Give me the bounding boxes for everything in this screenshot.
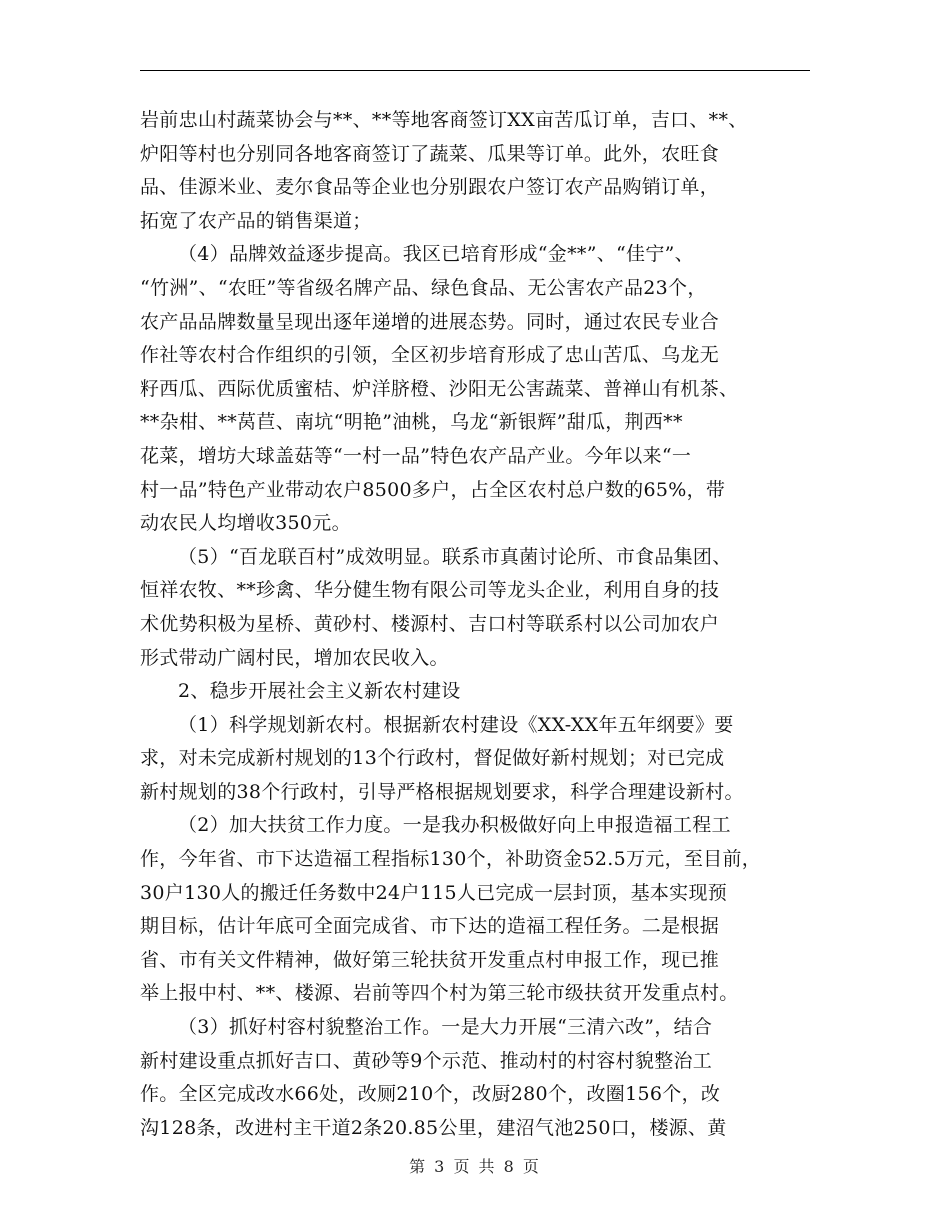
text-line: 期目标，估计年底可全面完成省、市下达的造福工程任务。二是根据 <box>140 915 720 938</box>
section-heading-new-village: 2、稳步开展社会主义新农村建设 <box>178 680 461 703</box>
text-line: 农产品品牌数量呈现出逐年递增的进展态势。同时，通过农民专业合 <box>140 310 720 333</box>
text-line: 术优势积极为星桥、黄砂村、楼源村、吉口村等联系村以公司加农户 <box>140 612 720 635</box>
text-line: 动农民人均增收350元。 <box>140 512 351 535</box>
text-line: 举上报中村、**、楼源、岩前等四个村为第三轮市级扶贫开发重点村。 <box>140 982 739 1005</box>
text-line: **杂柑、**莴苣、南坑“明艳”油桃，乌龙“新银辉”甜瓜，荆西** <box>140 411 683 434</box>
text-line: 新村规划的38个行政村，引导严格根据规划要求，科学合理建设新村。 <box>140 780 744 803</box>
text-line: 岩前忠山村蔬菜协会与**、**等地客商签订XX亩苦瓜订单，吉口、**、 <box>140 109 748 131</box>
text-line: 籽西瓜、西际优质蜜桔、炉洋脐橙、沙阳无公害蔬菜、普禅山有机茶、 <box>140 377 739 400</box>
text-line: 作社等农村合作组织的引领，全区初步培育形成了忠山苦瓜、乌龙无 <box>140 344 720 367</box>
header-divider <box>140 70 810 71</box>
paragraph-heading-poverty: （2）加大扶贫工作力度。一是我办积极做好向上申报造福工程工 <box>178 814 731 837</box>
text-line: 花菜，增坊大球盖菇等“一村一品”特色农产品产业。今年以来“一 <box>140 444 692 467</box>
document-body <box>140 104 812 1145</box>
paragraph-heading-bailong: （5）“百龙联百村”成效明显。联系市真菌讨论所、市食品集团、 <box>178 545 732 568</box>
text-line: 品、佳源米业、麦尔食品等企业也分别跟农户签订农产品购销订单， <box>140 176 720 199</box>
text-line: 恒祥农牧、**珍禽、华分健生物有限公司等龙头企业，利用自身的技 <box>140 579 720 602</box>
text-line: 村一品”特色产业带动农户8500多户，占全区农村总户数的65%，带 <box>140 478 726 501</box>
text-line: 作。全区完成改水66处，改厕210个，改厨280个，改圈156个，改 <box>140 1083 721 1106</box>
text-line: 作，今年省、市下达造福工程指标130个，补助资金52.5万元，至目前， <box>140 848 762 871</box>
text-line: 省、市有关文件精神，做好第三轮扶贫开发重点村申报工作，现已推 <box>140 948 720 971</box>
page-number-footer: 第 3 页 共 8 页 <box>409 1157 541 1176</box>
text-line: “竹洲”、“农旺”等省级名牌产品、绿色食品、无公害农产品23个， <box>140 276 707 299</box>
text-line: 炉阳等村也分别同各地客商签订了蔬菜、瓜果等订单。此外，农旺食 <box>140 142 720 165</box>
text-line: 求，对未完成新村规划的13个行政村，督促做好新村规划；对已完成 <box>140 747 725 770</box>
text-line: 30户130人的搬迁任务数中24户115人已完成一层封顶，基本实现预 <box>140 881 728 904</box>
paragraph-heading-brand: （4）品牌效益逐步提高。我区已培育形成“金**”、“佳宁”、 <box>178 243 694 266</box>
text-line: 拓宽了农产品的销售渠道； <box>140 209 372 232</box>
text-line: 沟128条，改进村主干道2条20.85公里，建沼气池250口，楼源、黄 <box>140 1116 727 1139</box>
paragraph-heading-planning: （1）科学规划新农村。根据新农村建设《XX-XX年五年纲要》要 <box>178 713 734 736</box>
text-line: 形式带动广阔村民，增加农民收入。 <box>140 646 449 669</box>
text-line: 新村建设重点抓好吉口、黄砂等9个示范、推动村的村容村貌整治工 <box>140 1049 713 1072</box>
paragraph-heading-village-appearance: （3）抓好村容村貌整治工作。一是大力开展“三清六改”，结合 <box>178 1016 713 1039</box>
